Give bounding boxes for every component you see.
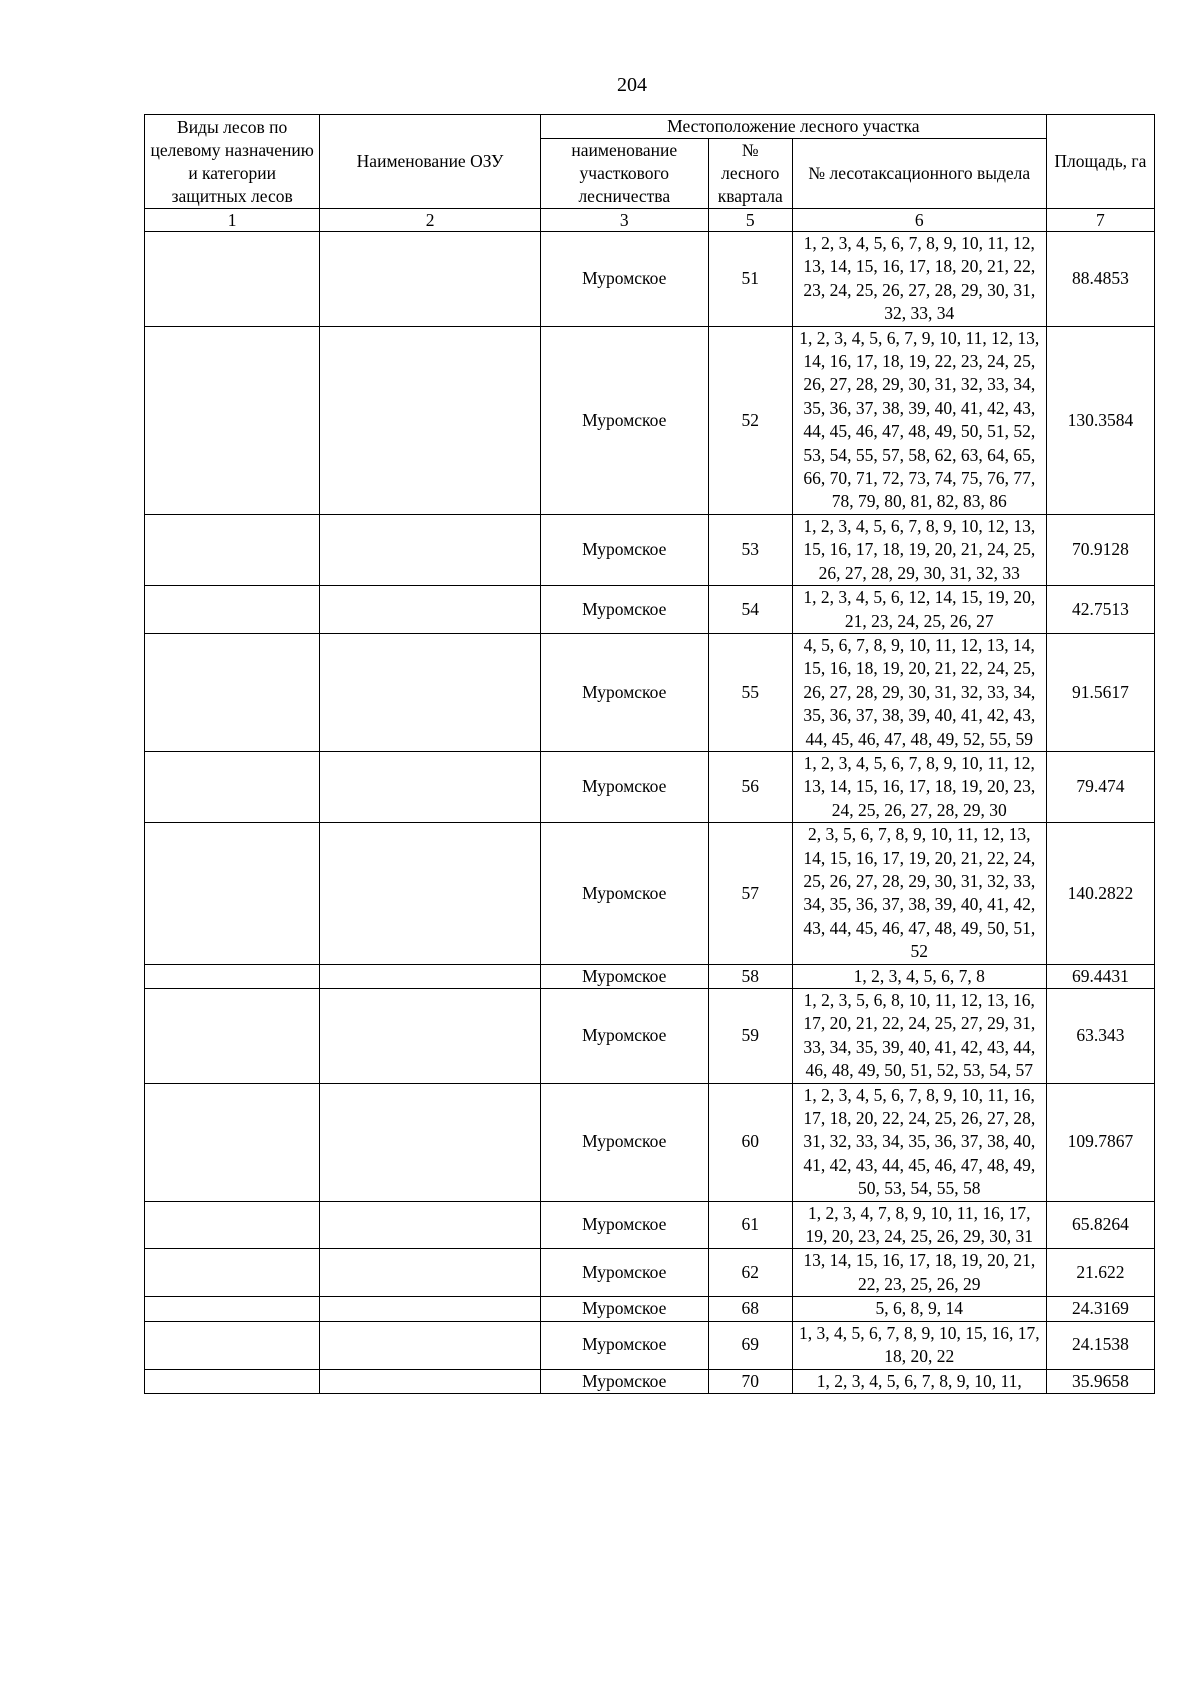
cell-quarter-number: 53	[708, 514, 792, 585]
table-row	[145, 1201, 1155, 1249]
cell-forestry-name: Муромское	[540, 633, 708, 751]
table-row	[145, 1369, 1155, 1393]
cell-area: 63.343	[1046, 989, 1154, 1084]
cell-allotment-numbers: 4, 5, 6, 7, 8, 9, 10, 11, 12, 13, 14, 15, 16, 18, 19, 20, 21, 22, 24, 25, 26, 27, 28, 29, 30, 31, 32, 33, 34, 35, 36, 37, 38, 39, 40, 41, 42, 43, 44, 45, 46, 47, 48, 49, 52, 55, 59	[792, 633, 1046, 751]
cell-forestry-name: Муромское	[540, 1083, 708, 1201]
cell-quarter-number: 54	[708, 586, 792, 634]
cell-quarter-number: 60	[708, 1083, 792, 1201]
cell-area: 24.1538	[1046, 1321, 1154, 1369]
cell-quarter-number: 58	[708, 964, 792, 988]
cell-ozu-name	[320, 586, 540, 634]
cell-forestry-name: Муромское	[540, 989, 708, 1084]
cell-allotment-numbers: 1, 2, 3, 5, 6, 8, 10, 11, 12, 13, 16, 17, 20, 21, 22, 24, 25, 27, 29, 31, 33, 34, 35, 39, 40, 41, 42, 43, 44, 46, 48, 49, 50, 51, 52, 53, 54, 57	[792, 989, 1046, 1084]
cell-allotment-numbers: 1, 2, 3, 4, 5, 6, 7, 8	[792, 964, 1046, 988]
cell-forest-type	[145, 326, 320, 514]
cell-forest-type	[145, 1249, 320, 1297]
table-row	[145, 326, 1155, 514]
cell-allotment-numbers: 1, 2, 3, 4, 7, 8, 9, 10, 11, 16, 17, 19, 20, 23, 24, 25, 26, 29, 30, 31	[792, 1201, 1046, 1249]
cell-quarter-number: 69	[708, 1321, 792, 1369]
cell-area: 140.2822	[1046, 823, 1154, 964]
table-row	[145, 586, 1155, 634]
cell-ozu-name	[320, 1201, 540, 1249]
cell-forest-type	[145, 1321, 320, 1369]
cell-forestry-name: Муромское	[540, 751, 708, 822]
cell-area: 79.474	[1046, 751, 1154, 822]
cell-allotment-numbers: 1, 2, 3, 4, 5, 6, 7, 9, 10, 11, 12, 13, 14, 16, 17, 18, 19, 22, 23, 24, 25, 26, 27, 28, 29, 30, 31, 32, 33, 34, 35, 36, 37, 38, 39, 40, 41, 42, 43, 44, 45, 46, 47, 48, 49, 50, 51, 52, 53, 54, 55, 57, 58, 62, 63, 64, 65, 66, 70, 71, 72, 73, 74, 75, 76, 77, 78, 79, 80, 81, 82, 83, 86	[792, 326, 1046, 514]
cell-forest-type	[145, 1201, 320, 1249]
cell-quarter-number: 70	[708, 1369, 792, 1393]
column-number: 6	[792, 209, 1046, 232]
table-row	[145, 989, 1155, 1084]
cell-forest-type	[145, 633, 320, 751]
header-quarter-number: № лесного квартала	[708, 139, 792, 209]
cell-forest-type	[145, 823, 320, 964]
cell-forestry-name: Муромское	[540, 326, 708, 514]
cell-allotment-numbers: 1, 3, 4, 5, 6, 7, 8, 9, 10, 15, 16, 17, 18, 20, 22	[792, 1321, 1046, 1369]
cell-forestry-name: Муромское	[540, 1249, 708, 1297]
cell-forest-type	[145, 964, 320, 988]
table-row	[145, 1297, 1155, 1321]
cell-ozu-name	[320, 751, 540, 822]
cell-forest-type	[145, 1083, 320, 1201]
cell-ozu-name	[320, 514, 540, 585]
column-number: 7	[1046, 209, 1154, 232]
cell-allotment-numbers: 1, 2, 3, 4, 5, 6, 7, 8, 9, 10, 11, 12, 13, 14, 15, 16, 17, 18, 20, 21, 22, 23, 24, 25, 26, 27, 28, 29, 30, 31, 32, 33, 34	[792, 232, 1046, 327]
table-row	[145, 633, 1155, 751]
table-row	[145, 1321, 1155, 1369]
cell-forestry-name: Муромское	[540, 586, 708, 634]
cell-area: 21.622	[1046, 1249, 1154, 1297]
cell-ozu-name	[320, 1321, 540, 1369]
cell-allotment-numbers: 2, 3, 5, 6, 7, 8, 9, 10, 11, 12, 13, 14, 15, 16, 17, 19, 20, 21, 22, 24, 25, 26, 27, 28, 29, 30, 31, 32, 33, 34, 35, 36, 37, 38, 39, 40, 41, 42, 43, 44, 45, 46, 47, 48, 49, 50, 51, 52	[792, 823, 1046, 964]
cell-quarter-number: 62	[708, 1249, 792, 1297]
table-row	[145, 964, 1155, 988]
table-row	[145, 823, 1155, 964]
cell-area: 65.8264	[1046, 1201, 1154, 1249]
cell-allotment-numbers: 5, 6, 8, 9, 14	[792, 1297, 1046, 1321]
table-body	[145, 232, 1155, 1394]
cell-area: 88.4853	[1046, 232, 1154, 327]
cell-forestry-name: Муромское	[540, 1321, 708, 1369]
cell-area: 35.9658	[1046, 1369, 1154, 1393]
cell-ozu-name	[320, 326, 540, 514]
cell-area: 42.7513	[1046, 586, 1154, 634]
header-plot-location: Местоположение лесного участка	[540, 115, 1046, 139]
cell-area: 70.9128	[1046, 514, 1154, 585]
cell-quarter-number: 55	[708, 633, 792, 751]
header-forest-types: Виды лесов по целевому назначению и категории защитных лесов	[145, 115, 320, 209]
header-forestry-name: наименование участкового лесничества	[540, 139, 708, 209]
cell-forestry-name: Муромское	[540, 232, 708, 327]
table-header	[145, 115, 1155, 232]
cell-ozu-name	[320, 989, 540, 1084]
cell-forestry-name: Муромское	[540, 514, 708, 585]
cell-forest-type	[145, 989, 320, 1084]
cell-area: 69.4431	[1046, 964, 1154, 988]
cell-ozu-name	[320, 823, 540, 964]
column-number: 5	[708, 209, 792, 232]
cell-forestry-name: Муромское	[540, 823, 708, 964]
page-number: 204	[617, 74, 647, 96]
cell-forestry-name: Муромское	[540, 964, 708, 988]
table-row	[145, 751, 1155, 822]
cell-quarter-number: 61	[708, 1201, 792, 1249]
cell-allotment-numbers: 1, 2, 3, 4, 5, 6, 7, 8, 9, 10, 12, 13, 15, 16, 17, 18, 19, 20, 21, 24, 25, 26, 27, 28, 29, 30, 31, 32, 33	[792, 514, 1046, 585]
cell-quarter-number: 68	[708, 1297, 792, 1321]
cell-allotment-numbers: 13, 14, 15, 16, 17, 18, 19, 20, 21, 22, 23, 25, 26, 29	[792, 1249, 1046, 1297]
table-row	[145, 514, 1155, 585]
cell-allotment-numbers: 1, 2, 3, 4, 5, 6, 7, 8, 9, 10, 11,	[792, 1369, 1046, 1393]
column-number: 3	[540, 209, 708, 232]
cell-allotment-numbers: 1, 2, 3, 4, 5, 6, 7, 8, 9, 10, 11, 12, 13, 14, 15, 16, 17, 18, 19, 20, 23, 24, 25, 26, 27, 28, 29, 30	[792, 751, 1046, 822]
table-row	[145, 232, 1155, 327]
cell-quarter-number: 51	[708, 232, 792, 327]
forest-plots-table	[144, 114, 1155, 1394]
cell-forestry-name: Муромское	[540, 1297, 708, 1321]
header-area: Площадь, га	[1046, 115, 1154, 209]
cell-quarter-number: 59	[708, 989, 792, 1084]
column-number: 2	[320, 209, 540, 232]
cell-ozu-name	[320, 964, 540, 988]
cell-quarter-number: 57	[708, 823, 792, 964]
header-ozu-name: Наименование ОЗУ	[320, 115, 540, 209]
cell-ozu-name	[320, 232, 540, 327]
cell-area: 109.7867	[1046, 1083, 1154, 1201]
cell-ozu-name	[320, 1249, 540, 1297]
cell-ozu-name	[320, 1369, 540, 1393]
cell-forest-type	[145, 586, 320, 634]
cell-allotment-numbers: 1, 2, 3, 4, 5, 6, 7, 8, 9, 10, 11, 16, 17, 18, 20, 22, 24, 25, 26, 27, 28, 31, 32, 33, 34, 35, 36, 37, 38, 40, 41, 42, 43, 44, 45, 46, 47, 48, 49, 50, 53, 54, 55, 58	[792, 1083, 1046, 1201]
cell-forestry-name: Муромское	[540, 1369, 708, 1393]
cell-quarter-number: 56	[708, 751, 792, 822]
column-number: 1	[145, 209, 320, 232]
cell-allotment-numbers: 1, 2, 3, 4, 5, 6, 12, 14, 15, 19, 20, 21, 23, 24, 25, 26, 27	[792, 586, 1046, 634]
cell-forest-type	[145, 232, 320, 327]
cell-forest-type	[145, 1369, 320, 1393]
cell-quarter-number: 52	[708, 326, 792, 514]
column-number-row	[145, 209, 1155, 232]
cell-ozu-name	[320, 1297, 540, 1321]
cell-forest-type	[145, 514, 320, 585]
table-row	[145, 1083, 1155, 1201]
cell-area: 91.5617	[1046, 633, 1154, 751]
cell-area: 130.3584	[1046, 326, 1154, 514]
table-row	[145, 1249, 1155, 1297]
cell-area: 24.3169	[1046, 1297, 1154, 1321]
cell-forest-type	[145, 751, 320, 822]
header-allotment-number: № лесотаксационного выдела	[792, 139, 1046, 209]
cell-forestry-name: Муромское	[540, 1201, 708, 1249]
cell-ozu-name	[320, 633, 540, 751]
cell-ozu-name	[320, 1083, 540, 1201]
cell-forest-type	[145, 1297, 320, 1321]
